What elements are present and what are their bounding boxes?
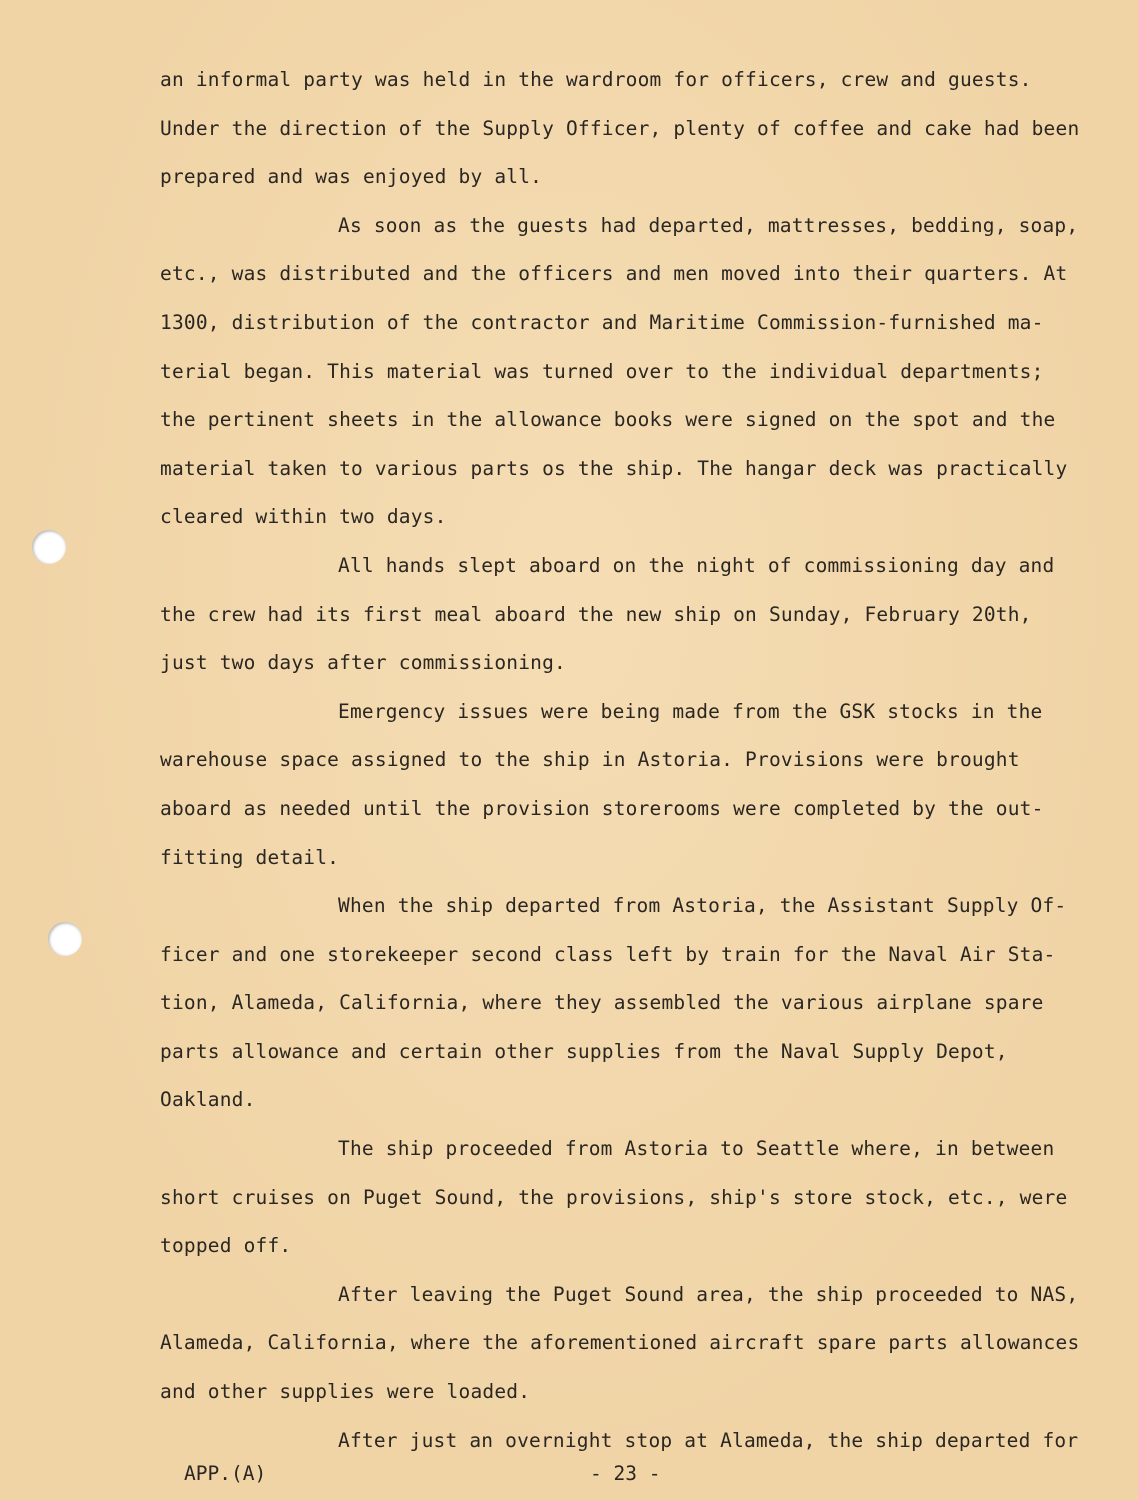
text-line: material taken to various parts os the ship. The hangar deck was practically — [160, 456, 1068, 480]
text-line: etc., was distributed and the officers and men moved into their quarters. At — [160, 262, 1068, 286]
text-line: Oakland. — [160, 1088, 256, 1112]
text-line: terial began. This material was turned over to the individual departments; — [160, 359, 1044, 383]
page-number: - 23 - — [590, 1462, 661, 1485]
text-line: the pertinent sheets in the allowance books were signed on the spot and the — [160, 408, 1056, 432]
text-line: tion, Alameda, California, where they assembled the various airplane spare — [160, 991, 1044, 1015]
text-line: Emergency issues were being made from the GSK stocks in the — [338, 699, 1043, 723]
text-line: the crew had its first meal aboard the new ship on Sunday, February 20th, — [160, 602, 1032, 626]
text-line: As soon as the guests had departed, mattresses, bedding, soap, — [338, 213, 1079, 237]
text-line: aboard as needed until the provision storerooms were completed by the out- — [160, 796, 1044, 820]
text-line: After just an overnight stop at Alameda, the ship departed for — [338, 1428, 1079, 1452]
text-line: The ship proceeded from Astoria to Seattle where, in between — [338, 1137, 1055, 1161]
text-line: All hands slept aboard on the night of commissioning day and — [338, 553, 1055, 577]
appendix-label: APP.(A) — [184, 1462, 267, 1485]
text-line: ficer and one storekeeper second class left by train for the Naval Air Sta- — [160, 942, 1056, 966]
text-line: and other supplies were loaded. — [160, 1380, 531, 1404]
text-line: When the ship departed from Astoria, the Assistant Supply Of- — [338, 894, 1067, 918]
text-line: short cruises on Puget Sound, the provisions, ship's store stock, etc., were — [160, 1185, 1068, 1209]
text-line: topped off. — [160, 1234, 292, 1258]
text-line: 1300, distribution of the contractor and Maritime Commission-furnished ma- — [160, 310, 1044, 334]
text-line: Alameda, California, where the aforementioned aircraft spare parts allowances — [160, 1331, 1080, 1355]
body-text — [160, 56, 1100, 1465]
text-line: an informal party was held in the wardroom for officers, crew and guests. — [160, 68, 1032, 91]
text-line: just two days after commissioning. — [160, 651, 566, 675]
text-line: fitting detail. — [160, 845, 340, 869]
text-line: warehouse space assigned to the ship in Astoria. Provisions were brought — [160, 748, 1020, 772]
punch-hole-lower — [48, 922, 82, 956]
text-line: prepared and was enjoyed by all. — [160, 165, 543, 189]
text-line: parts allowance and certain other supplies from the Naval Supply Depot, — [160, 1039, 1008, 1063]
text-line: cleared within two days. — [160, 505, 447, 529]
punch-hole-upper — [32, 530, 66, 564]
text-line: After leaving the Puget Sound area, the ship proceeded to NAS, — [338, 1282, 1079, 1306]
text-line: Under the direction of the Supply Officer, plenty of coffee and cake had been — [160, 116, 1080, 140]
